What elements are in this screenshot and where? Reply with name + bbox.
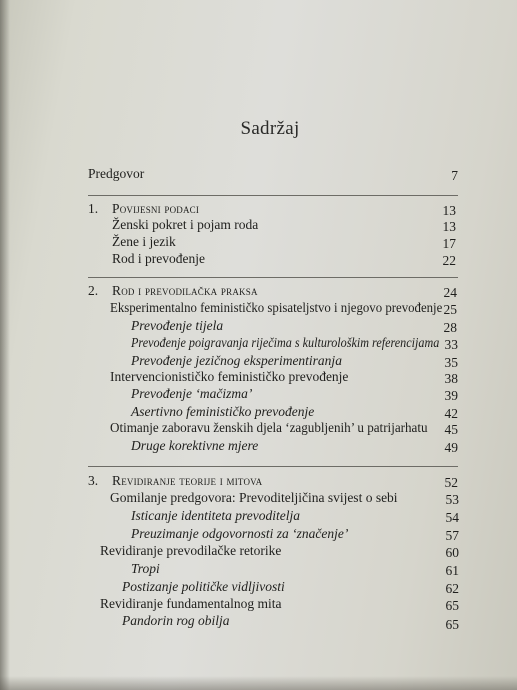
- entry-page: 60: [445, 545, 459, 560]
- entry-label: Prevođenje tijela: [131, 318, 224, 333]
- entry-label: Pandorin rog obilja: [122, 613, 230, 628]
- entry-page: 57: [445, 528, 459, 543]
- entry-page: 28: [443, 320, 457, 335]
- entry-label: Isticanje identiteta prevoditelja: [131, 508, 300, 523]
- entry-label: Prevođenje ‘mačizma’: [131, 386, 253, 401]
- entry-label: Druge korektivne mjere: [131, 438, 259, 453]
- entry-label: Prevođenje jezičnog eksperimentiranja: [131, 353, 342, 368]
- entry-label: Intervencionističko feminističko prevođenje: [110, 369, 349, 384]
- entry-label: Ženski pokret i pojam roda: [112, 217, 259, 232]
- entry-label: Eksperimentalno feminističko spisateljstvo i njegovo prevođenje: [110, 300, 443, 315]
- section-divider: [88, 466, 458, 467]
- entry-page: 39: [444, 388, 458, 403]
- entry-page: 13: [442, 203, 456, 218]
- page-bottom-shadow: [0, 676, 517, 690]
- entry-page: 52: [444, 475, 458, 490]
- chapter-number: 1.: [88, 201, 99, 216]
- chapter-number: 2.: [88, 283, 99, 298]
- entry-page: 25: [443, 302, 457, 317]
- entry-page: 24: [443, 285, 457, 300]
- entry-page: 17: [442, 236, 456, 251]
- entry-label: Predgovor: [88, 166, 145, 181]
- entry-page: 54: [445, 510, 459, 525]
- entry-page: 49: [444, 440, 458, 455]
- chapter-title: Revidiranje teorije i mitova: [112, 473, 263, 488]
- entry-page: 35: [444, 355, 458, 370]
- entry-label: Prevođenje poigravanja riječima s kulturološkim referencijama: [131, 335, 440, 350]
- entry-label: Tropi: [131, 561, 160, 576]
- entry-label: Otimanje zaboravu ženskih djela ‘zagubljenih’ u patrijarhatu: [110, 420, 428, 435]
- entry-page: 22: [442, 253, 456, 268]
- chapter-number: 3.: [88, 473, 99, 488]
- entry-page: 62: [445, 581, 459, 596]
- entry-label: Postizanje političke vidljivosti: [122, 579, 285, 594]
- chapter-title: Rod i prevodilačka praksa: [112, 283, 258, 298]
- entry-label: Žene i jezik: [112, 234, 176, 249]
- page-edge-shadow: [0, 0, 10, 690]
- section-divider: [88, 195, 458, 196]
- contents-title: Sadržaj: [240, 118, 300, 139]
- entry-page: 42: [444, 406, 458, 421]
- entry-label: Rod i prevođenje: [112, 251, 205, 266]
- entry-page: 61: [445, 563, 459, 578]
- entry-page: 38: [444, 371, 458, 386]
- entry-label: Revidiranje prevodilačke retorike: [100, 543, 282, 558]
- entry-page: 33: [444, 337, 458, 352]
- entry-page: 65: [445, 617, 459, 632]
- entry-page: 7: [451, 168, 458, 183]
- entry-page: 45: [444, 422, 458, 437]
- entry-label: Preuzimanje odgovornosti za ‘značenje’: [131, 526, 349, 541]
- entry-page: 13: [442, 219, 456, 234]
- section-divider: [88, 277, 458, 278]
- entry-label: Gomilanje predgovora: Prevoditeljičina svijest o sebi: [110, 490, 398, 505]
- entry-label: Revidiranje fundamentalnog mita: [100, 596, 282, 611]
- chapter-title: Povijesni podaci: [112, 201, 200, 216]
- entry-label: Asertivno feminističko prevođenje: [131, 404, 315, 419]
- entry-page: 65: [445, 598, 459, 613]
- entry-page: 53: [445, 492, 459, 507]
